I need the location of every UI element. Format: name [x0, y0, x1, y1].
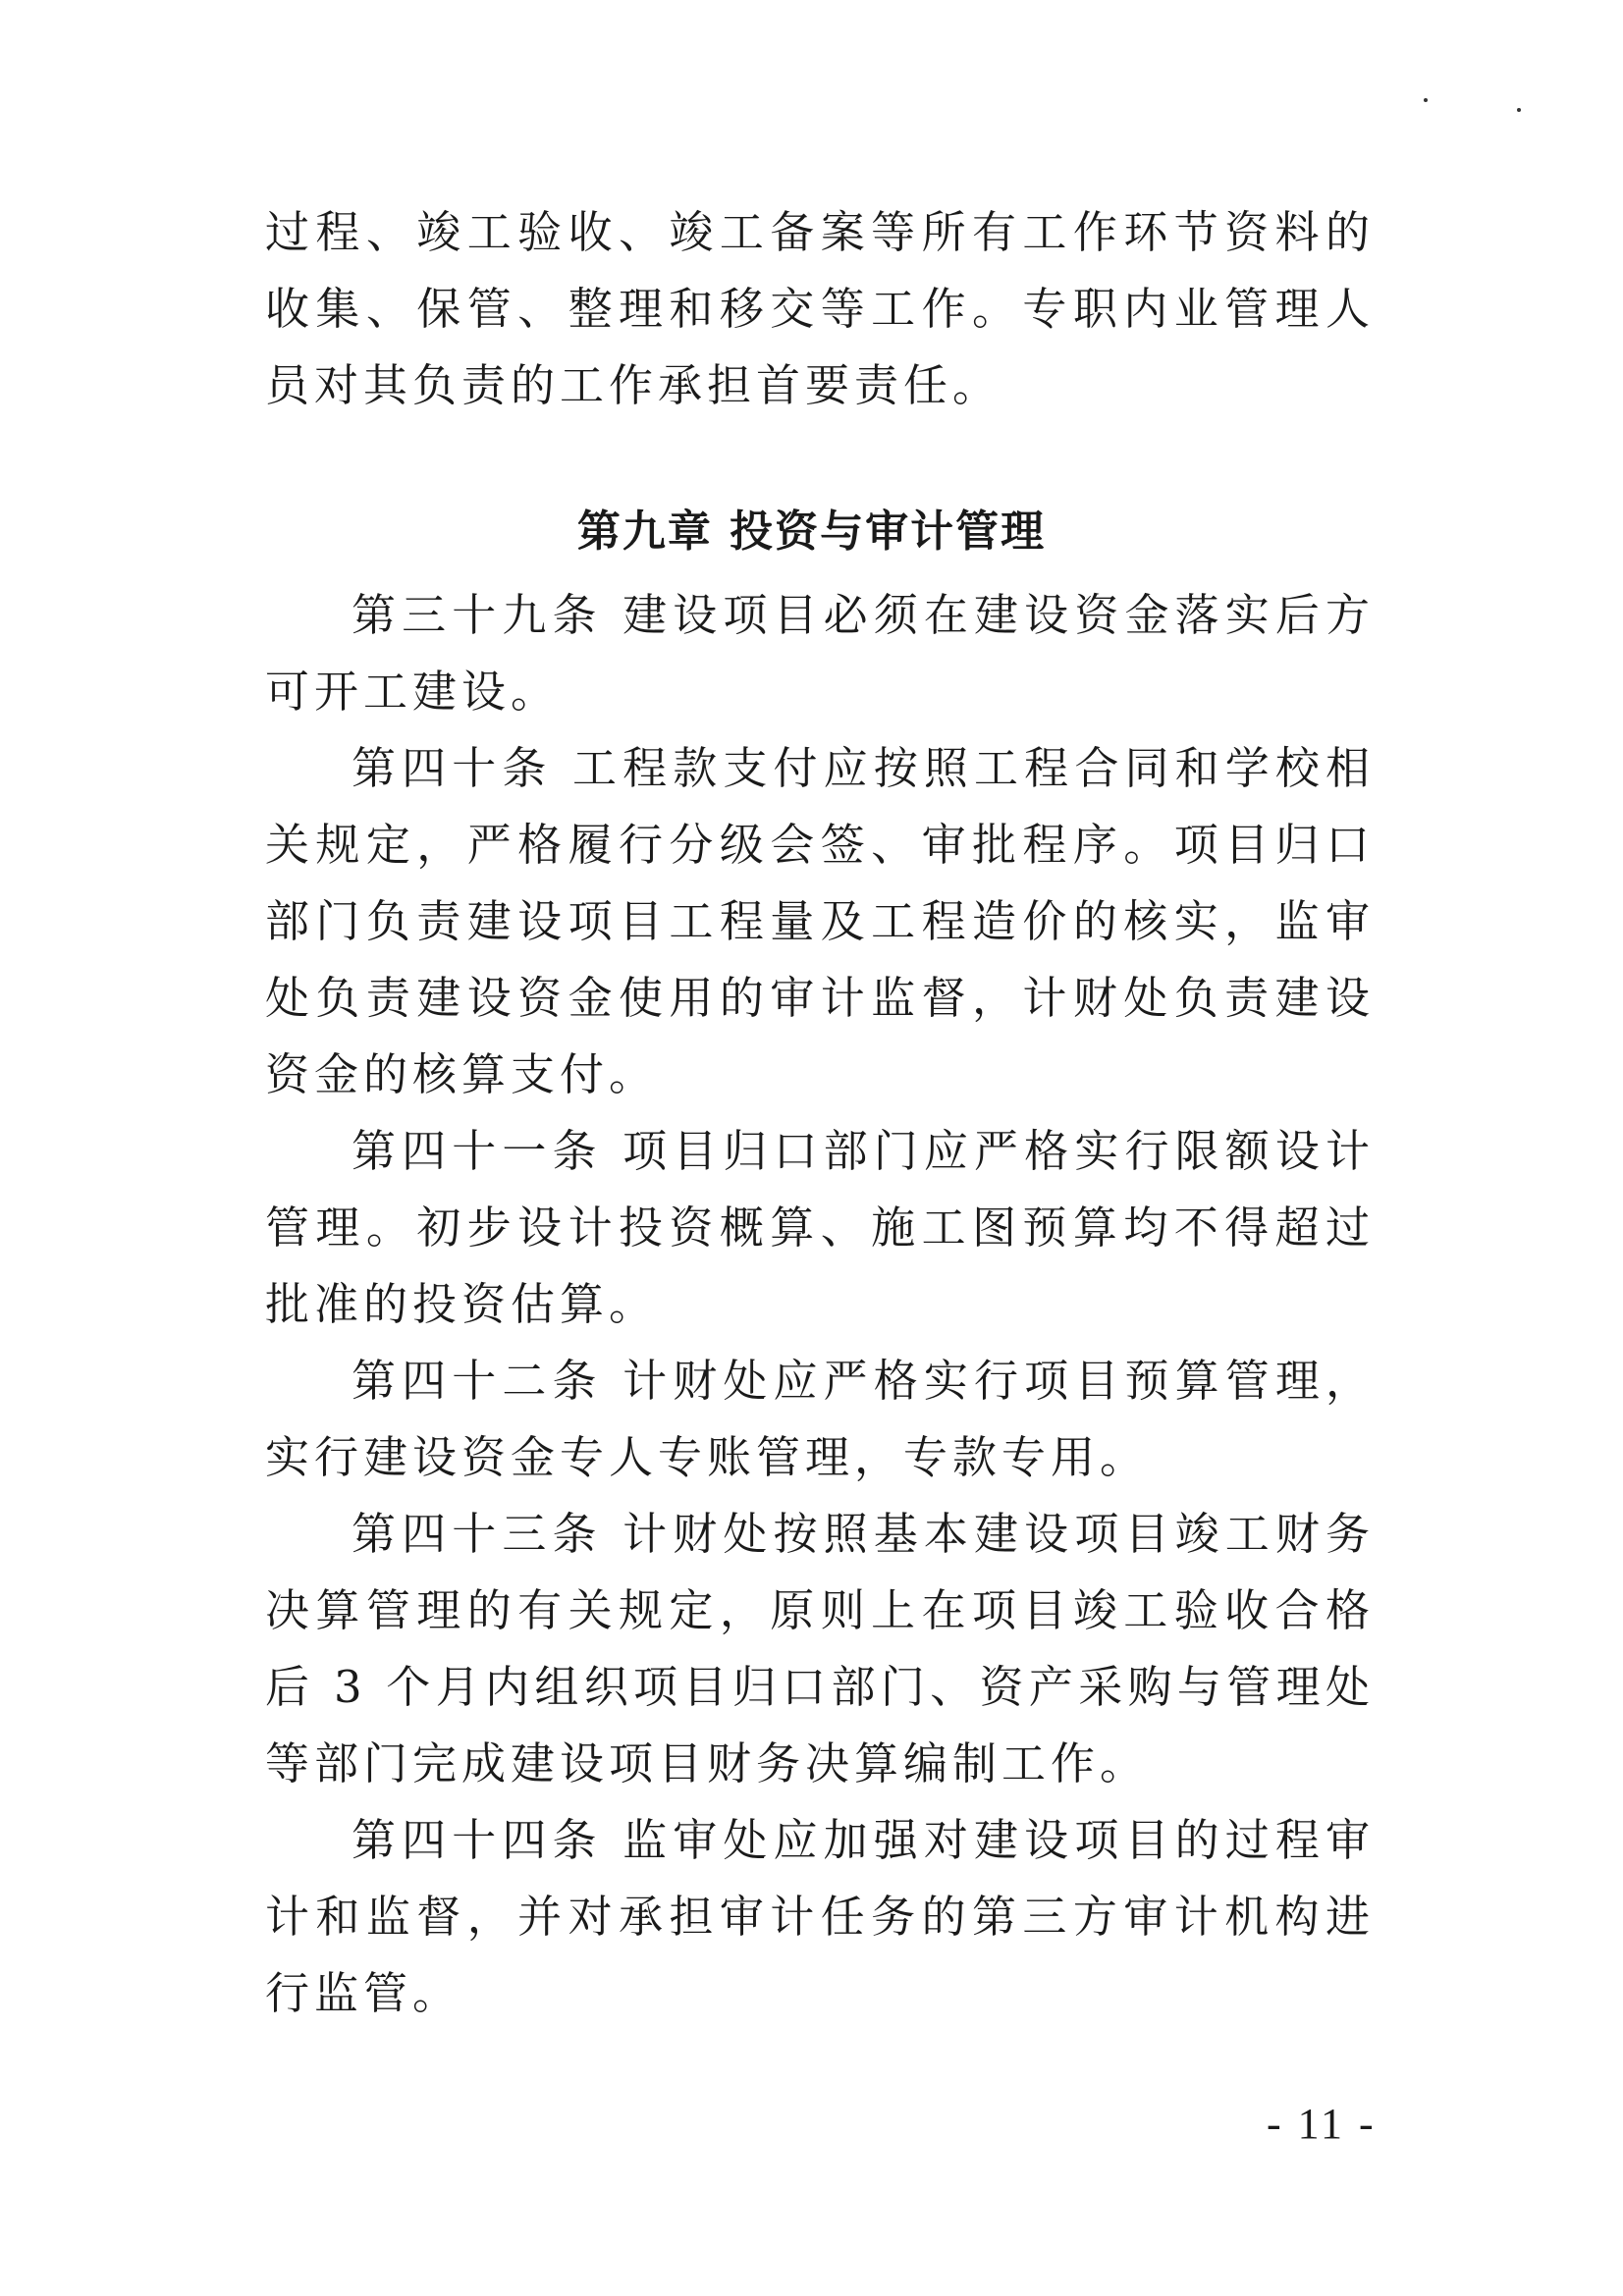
article-43: 第四十三条 计财处按照基本建设项目竣工财务决算管理的有关规定，原则上在项目竣工验收合格后 3 个月内组织项目归口部门、资产采购与管理处等部门完成建设项目财务决算编制工作。 — [265, 1508, 1375, 1789]
scan-speck — [1517, 108, 1521, 112]
articles-block — [265, 577, 1375, 2032]
article-40: 第四十条 工程款支付应按照工程合同和学校相关规定，严格履行分级会签、审批程序。项目归口部门负责建设项目工程量及工程造价的核实，监审处负责建设资金使用的审计监督，计财处负责建设资金的核算支付。 — [265, 742, 1375, 1100]
article-41: 第四十一条 项目归口部门应严格实行限额设计管理。初步设计投资概算、施工图预算均不得超过批准的投资估算。 — [265, 1125, 1375, 1330]
article-44: 第四十四条 监审处应加强对建设项目的过程审计和监督，并对承担审计任务的第三方审计机构进行监管。 — [265, 1814, 1375, 2019]
article-39: 第三十九条 建设项目必须在建设资金落实后方可开工建设。 — [265, 589, 1375, 718]
continuation-block — [265, 194, 1375, 424]
article-42: 第四十二条 计财处应严格实行项目预算管理，实行建设资金专人专账管理，专款专用。 — [265, 1355, 1375, 1483]
continuation-paragraph: 过程、竣工验收、竣工备案等所有工作环节资料的收集、保管、整理和移交等工作。专职内业管理人员对其负责的工作承担首要责任。 — [265, 206, 1375, 411]
page-number: - 11 - — [1267, 2100, 1377, 2148]
chapter-title: 第九章 投资与审计管理 — [576, 507, 1047, 557]
scan-speck — [1424, 98, 1428, 102]
